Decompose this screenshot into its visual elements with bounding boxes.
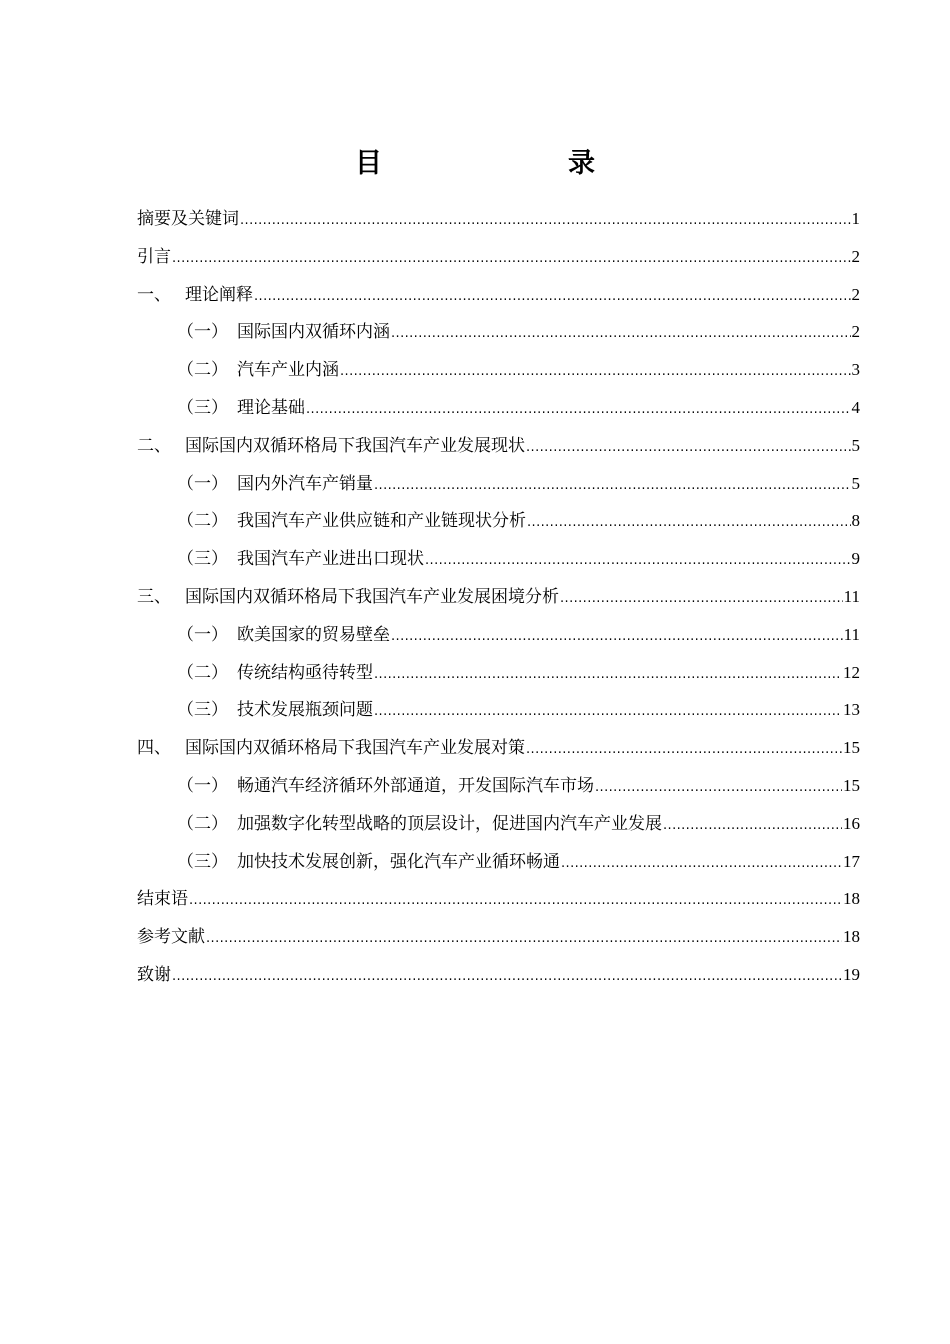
toc-dot-leader: [172, 240, 851, 278]
toc-entry-page-number: 18: [843, 889, 860, 909]
toc-entry-page-number: 12: [843, 662, 860, 682]
toc-dot-leader: [527, 504, 851, 542]
toc-entry-title: 汽车产业内涵: [237, 360, 339, 381]
toc-entry-title: 畅通汽车经济循环外部通道，开发国际汽车市场: [237, 775, 594, 796]
toc-entry-page-number: 1: [851, 209, 860, 228]
toc-dot-leader: [526, 731, 842, 769]
toc-entry-page-number: 17: [843, 851, 860, 871]
toc-dot-leader: [526, 429, 851, 467]
toc-entry-page-number: 4: [851, 397, 860, 417]
toc-entry-title: 参考文献: [137, 927, 205, 948]
toc-entry-title: 我国汽车产业进出口现状: [237, 549, 424, 570]
toc-entry[interactable]: [137, 313, 860, 351]
toc-entry[interactable]: [137, 276, 860, 314]
toc-entry-title: 国际国内双循环格局下我国汽车产业发展困境分析: [185, 586, 559, 607]
toc-entry-number: （三）: [177, 549, 228, 570]
toc-entry-page-number: 18: [843, 927, 860, 947]
toc-entry-page-number: 9: [851, 549, 860, 569]
toc-dot-leader: [374, 693, 842, 731]
toc-entry-number: （二）: [177, 360, 228, 381]
toc-entry-number: 三、: [137, 586, 171, 607]
toc-entry-title: 我国汽车产业供应链和产业链现状分析: [237, 511, 526, 532]
toc-entry-page-number: 2: [851, 322, 860, 342]
toc-entry-page-number: 3: [851, 360, 860, 380]
toc-entry[interactable]: [137, 956, 860, 994]
toc-entry-number: 四、: [137, 738, 171, 759]
toc-dot-leader: [560, 580, 843, 618]
toc-entry-number: （三）: [177, 397, 228, 418]
toc-entry[interactable]: [137, 578, 860, 616]
toc-entry-page-number: 2: [851, 246, 860, 266]
toc-entry-page-number: 15: [843, 738, 860, 758]
toc-entry-title: 理论基础: [237, 397, 305, 418]
toc-entry-title: 国际国内双循环格局下我国汽车产业发展现状: [185, 435, 525, 456]
toc-entry-page-number: 2: [851, 284, 860, 304]
toc-dot-leader: [374, 656, 842, 694]
toc-entry[interactable]: [137, 729, 860, 767]
toc-entry-number: （二）: [177, 662, 228, 683]
toc-dot-leader: [595, 769, 842, 807]
toc-entry-title: 理论阐释: [185, 284, 253, 305]
toc-entry-number: （二）: [177, 813, 228, 834]
toc-entry-number: （一）: [177, 322, 228, 343]
toc-entry-page-number: 13: [843, 700, 860, 720]
toc-entry-title: 加强数字化转型战略的顶层设计，促进国内汽车产业发展: [237, 813, 662, 834]
toc-entry[interactable]: [137, 654, 860, 692]
page-title: 目 录: [355, 148, 639, 179]
toc-dot-leader: [206, 920, 842, 958]
toc-entry[interactable]: [137, 616, 860, 654]
toc-entry[interactable]: [137, 767, 860, 805]
toc-entry-page-number: 11: [843, 586, 860, 606]
toc-entry-page-number: 16: [843, 813, 860, 833]
toc-entry[interactable]: [137, 502, 860, 540]
toc-entry[interactable]: [137, 843, 860, 881]
toc-dot-leader: [254, 278, 851, 316]
toc-entry-title: 摘要及关键词: [137, 209, 239, 229]
toc-entry-number: （一）: [177, 473, 228, 494]
toc-entry-number: 二、: [137, 435, 171, 456]
toc-entry-page-number: 11: [843, 624, 860, 644]
toc-entry-title: 加快技术发展创新，强化汽车产业循环畅通: [237, 851, 560, 872]
toc-entry-number: （一）: [177, 775, 228, 796]
toc-entry[interactable]: [137, 540, 860, 578]
toc-entry-title: 国际国内双循环格局下我国汽车产业发展对策: [185, 738, 525, 759]
toc-entry-title: 欧美国家的贸易壁垒: [237, 624, 390, 645]
table-of-contents: [137, 200, 860, 994]
toc-dot-leader: [561, 845, 842, 883]
toc-dot-leader: [306, 391, 851, 429]
toc-entry-number: （三）: [177, 700, 228, 721]
toc-entry[interactable]: [137, 200, 860, 238]
toc-entry-number: （三）: [177, 851, 228, 872]
toc-entry-page-number: 19: [843, 964, 860, 984]
toc-entry[interactable]: [137, 389, 860, 427]
toc-entry-title: 引言: [137, 246, 171, 267]
toc-entry[interactable]: [137, 805, 860, 843]
toc-dot-leader: [340, 353, 851, 391]
toc-entry-page-number: 5: [851, 435, 860, 455]
toc-entry[interactable]: [137, 427, 860, 465]
toc-entry-page-number: 5: [851, 473, 860, 493]
toc-entry-number: （一）: [177, 624, 228, 645]
toc-entry-page-number: 15: [843, 775, 860, 795]
toc-entry-title: 结束语: [137, 889, 188, 910]
toc-entry-number: （二）: [177, 511, 228, 532]
toc-dot-leader: [374, 467, 851, 505]
toc-entry[interactable]: [137, 918, 860, 956]
toc-entry-page-number: 8: [851, 511, 860, 531]
toc-entry[interactable]: [137, 880, 860, 918]
toc-dot-leader: [663, 807, 842, 845]
toc-dot-leader: [391, 618, 843, 656]
toc-entry-title: 传统结构亟待转型: [237, 662, 373, 683]
toc-dot-leader: [425, 542, 851, 580]
toc-entry-number: 一、: [137, 284, 171, 305]
toc-entry[interactable]: [137, 691, 860, 729]
toc-dot-leader: [189, 882, 842, 920]
toc-entry[interactable]: [137, 238, 860, 276]
toc-entry-title: 致谢: [137, 964, 171, 985]
toc-entry-title: 技术发展瓶颈问题: [237, 700, 373, 721]
toc-entry-title: 国际国内双循环内涵: [237, 322, 390, 343]
toc-dot-leader: [172, 958, 842, 996]
toc-entry-title: 国内外汽车产销量: [237, 473, 373, 494]
toc-dot-leader: [391, 315, 851, 353]
toc-dot-leader: [240, 202, 851, 240]
toc-entry[interactable]: [137, 351, 860, 389]
toc-entry[interactable]: [137, 465, 860, 503]
